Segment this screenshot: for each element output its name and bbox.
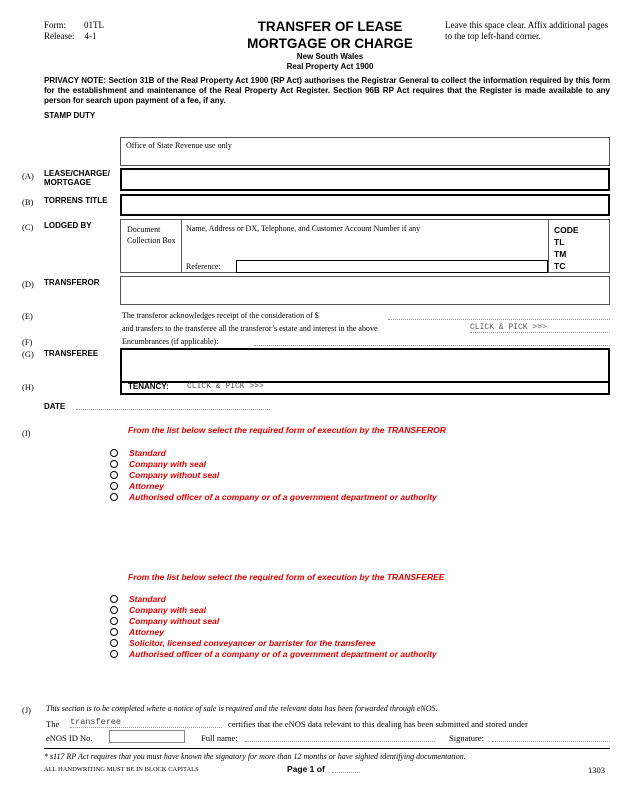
radio-button[interactable] (110, 493, 118, 501)
consideration-amount-input[interactable] (388, 319, 610, 320)
radio-button[interactable] (110, 482, 118, 490)
radio-button[interactable] (110, 617, 118, 625)
lodged-by-label: LODGED BY (44, 221, 92, 230)
footer-rule (44, 748, 610, 749)
radio-button[interactable] (110, 460, 118, 468)
consideration-line-1: The transferor acknowledges receipt of the consideration of $ (122, 311, 319, 320)
date-label: DATE (44, 402, 66, 411)
radio-button[interactable] (110, 595, 118, 603)
form-value: 01TL (84, 20, 105, 30)
reference-input[interactable] (236, 260, 548, 273)
release-label: Release: (44, 31, 75, 41)
date-input[interactable] (76, 409, 270, 410)
lease-field[interactable] (120, 168, 610, 191)
form-id (44, 20, 104, 42)
letter-i: (I) (22, 428, 31, 438)
stamp-duty-text: Office of State Revenue use only (126, 141, 232, 150)
code-column (554, 224, 579, 272)
enos-certifies: certifies that the eNOS data relevant to this dealing has been submitted and stored under (228, 719, 528, 729)
lodged-divider-1 (181, 219, 182, 273)
enos-full-name-input[interactable] (245, 741, 435, 742)
code-label: CODE (554, 225, 579, 235)
title-line-2: MORTGAGE OR CHARGE (247, 36, 413, 51)
enos-signature-input[interactable] (492, 741, 610, 742)
lease-label: LEASE/CHARGE/ MORTGAGE (44, 169, 110, 187)
form-label: Form: (44, 20, 67, 30)
consideration-line-2: and transfers to the transferee all the transferor’s estate and interest in the above (122, 324, 378, 333)
radio-button[interactable] (110, 650, 118, 658)
footer-page-label: Page 1 of (287, 764, 325, 774)
letter-a: (A) (22, 171, 34, 181)
transferee-label: TRANSFEREE (44, 349, 99, 358)
letter-g: (G) (22, 349, 34, 359)
code-tc: TC (554, 261, 566, 271)
enos-full-name-label: Full name: (201, 733, 238, 743)
torrens-field[interactable] (120, 194, 610, 216)
radio-button[interactable] (110, 606, 118, 614)
radio-button[interactable] (110, 449, 118, 457)
enos-id-label: eNOS ID No. (46, 733, 93, 743)
code-tm: TM (554, 249, 567, 259)
transferor-label: TRANSFEROR (44, 278, 100, 287)
transferee-execution-heading: From the list below select the required form of execution by the TRANSFEREE (128, 572, 445, 582)
enos-signature-label: Signature: (449, 733, 484, 743)
enos-party-select[interactable]: transferee (70, 717, 222, 728)
privacy-note: PRIVACY NOTE: Section 31B of the Real Property Act 1900 (RP Act) authorises the Registrar General to collect the information required by this form for the establishment and maintenance of the Real Property Act Register. Section 96B RP Act requires that the Register is made available to any person for search upon payment of a fee, if any. (44, 76, 610, 105)
leave-space-note: Leave this space clear. Affix additional pages to the top left-hand corner. (445, 20, 609, 41)
document-collection-box: Document Collection Box (127, 225, 176, 245)
lodged-name-text: Name, Address or DX, Telephone, and Customer Account Number if any (186, 224, 421, 233)
letter-j: (J) (22, 705, 31, 715)
footer-form-code: 1303 (588, 765, 605, 775)
transferor-field[interactable] (120, 276, 610, 305)
enos-the: The (46, 719, 60, 729)
tenancy-click-pick[interactable]: CLICK & PICK >>> (187, 382, 264, 391)
letter-c: (C) (22, 222, 34, 232)
footer-note: * s117 RP Act requires that you must have known the signatory for more than 12 months or have sighted identifying documentation. (44, 752, 466, 761)
radio-button[interactable] (110, 639, 118, 647)
tenancy-label: TENANCY: (128, 382, 169, 391)
code-tl: TL (554, 237, 565, 247)
torrens-label: TORRENS TITLE (44, 196, 108, 205)
title-line-1: TRANSFER OF LEASE (257, 19, 403, 34)
letter-e: (E) (22, 311, 33, 321)
radio-button[interactable] (110, 628, 118, 636)
footer-page-total[interactable] (332, 772, 360, 773)
radio-button[interactable] (110, 471, 118, 479)
encumbrances-text: Encumbrances (if applicable): (122, 337, 219, 346)
lodged-divider-2 (548, 219, 549, 273)
subtitle-state: New South Wales (296, 52, 364, 61)
letter-d: (D) (22, 279, 34, 289)
transferor-execution-heading: From the list below select the required form of execution by the TRANSFEROR (128, 425, 446, 435)
reference-label: Reference: (186, 262, 221, 271)
enos-intro: This section is to be completed where a notice of sale is required and the relevant data has been forwarded through eNOS. (46, 704, 438, 713)
letter-b: (B) (22, 197, 34, 207)
enos-id-input[interactable] (109, 730, 185, 743)
stamp-duty-label: STAMP DUTY (44, 111, 96, 120)
letter-h: (H) (22, 382, 34, 392)
form-title (220, 18, 440, 72)
subtitle-act: Real Property Act 1900 (286, 62, 374, 71)
estate-click-pick[interactable]: CLICK & PICK >>> (470, 323, 610, 333)
release-value: 4-1 (84, 31, 97, 41)
encumbrances-input[interactable] (254, 345, 610, 346)
footer-block-capitals: ALL HANDWRITING MUST BE IN BLOCK CAPITALS (44, 766, 199, 773)
letter-f: (F) (22, 337, 33, 347)
